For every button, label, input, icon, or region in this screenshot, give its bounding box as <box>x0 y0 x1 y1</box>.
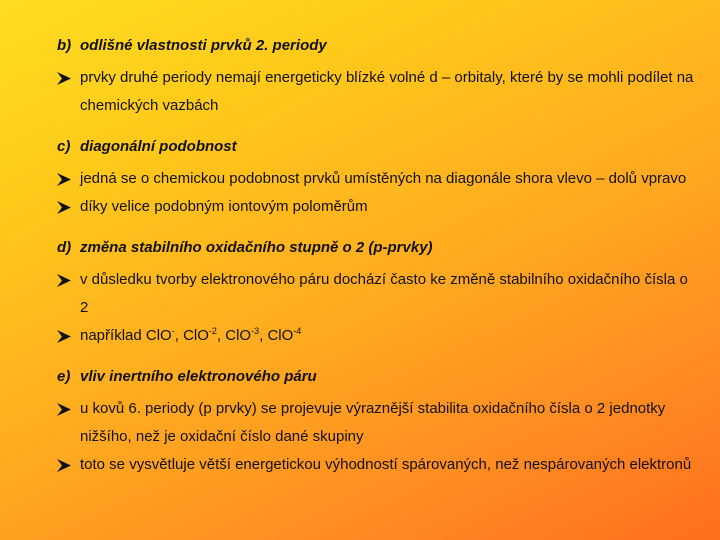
formula-separator: , <box>174 327 184 344</box>
formula: ClO <box>225 327 252 344</box>
bullet-item <box>57 266 697 322</box>
section-title: odlišné vlastnosti prvků 2. periody <box>80 37 327 54</box>
section-title: vliv inertního elektronového páru <box>80 368 317 385</box>
section-letter: b) <box>57 37 72 54</box>
bullet-item <box>57 193 697 221</box>
slide-content <box>57 36 697 479</box>
section-b <box>57 36 697 120</box>
section-title: diagonální podobnost <box>80 138 237 155</box>
section-c <box>57 137 697 221</box>
bullet-item <box>57 165 697 193</box>
bullet-text: prvky druhé periody nemají energeticky blízké volné d – orbitaly, které by se mohli podílet na chemických vazbách <box>80 69 694 114</box>
bullet-text: u kovů 6. periody (p prvky) se projevuje výraznější stabilita oxidačního čísla o 2 jednotky nižšího, než je oxidační číslo dané skupiny <box>80 400 666 445</box>
arrowhead-bullet-icon <box>57 266 72 294</box>
bullet-item-formulas <box>57 322 697 350</box>
section-heading <box>57 36 697 56</box>
formula: ClO <box>145 327 172 344</box>
section-d <box>57 238 697 350</box>
formula-charge: -3 <box>251 326 260 336</box>
section-title: změna stabilního oxidačního stupně o 2 (p-prvky) <box>80 239 433 256</box>
formula-separator: , <box>216 327 226 344</box>
arrowhead-bullet-icon <box>57 451 72 479</box>
section-letter: e) <box>57 368 71 385</box>
formula: ClO <box>267 327 294 344</box>
formula-charge: - <box>171 326 175 336</box>
section-heading <box>57 137 697 157</box>
bullet-text: v důsledku tvorby elektronového páru dochází často ke změně stabilního oxidačního čísla o 2 <box>80 271 688 316</box>
section-e <box>57 367 697 479</box>
arrowhead-bullet-icon <box>57 64 72 92</box>
arrowhead-bullet-icon <box>57 193 72 221</box>
formula-charge: -4 <box>293 326 302 336</box>
formula: ClO <box>183 327 209 344</box>
bullet-item <box>57 395 697 451</box>
bullet-item <box>57 64 697 120</box>
bullet-text: díky velice podobným iontovým poloměrům <box>80 198 368 215</box>
section-heading <box>57 238 697 258</box>
formula-prefix: například <box>80 327 146 344</box>
section-letter: d) <box>57 239 72 256</box>
section-heading <box>57 367 697 387</box>
bullet-item <box>57 451 697 479</box>
arrowhead-bullet-icon <box>57 322 72 350</box>
formula-separator: , <box>259 327 268 344</box>
arrowhead-bullet-icon <box>57 395 72 423</box>
arrowhead-bullet-icon <box>57 165 72 193</box>
section-letter: c) <box>57 138 71 155</box>
bullet-text: toto se vysvětluje větší energetickou výhodností spárovaných, než nespárovaných elektronů <box>80 456 692 473</box>
formula-charge: -2 <box>208 326 217 336</box>
bullet-text: jedná se o chemickou podobnost prvků umístěných na diagonále shora vlevo – dolů vpravo <box>80 170 687 187</box>
